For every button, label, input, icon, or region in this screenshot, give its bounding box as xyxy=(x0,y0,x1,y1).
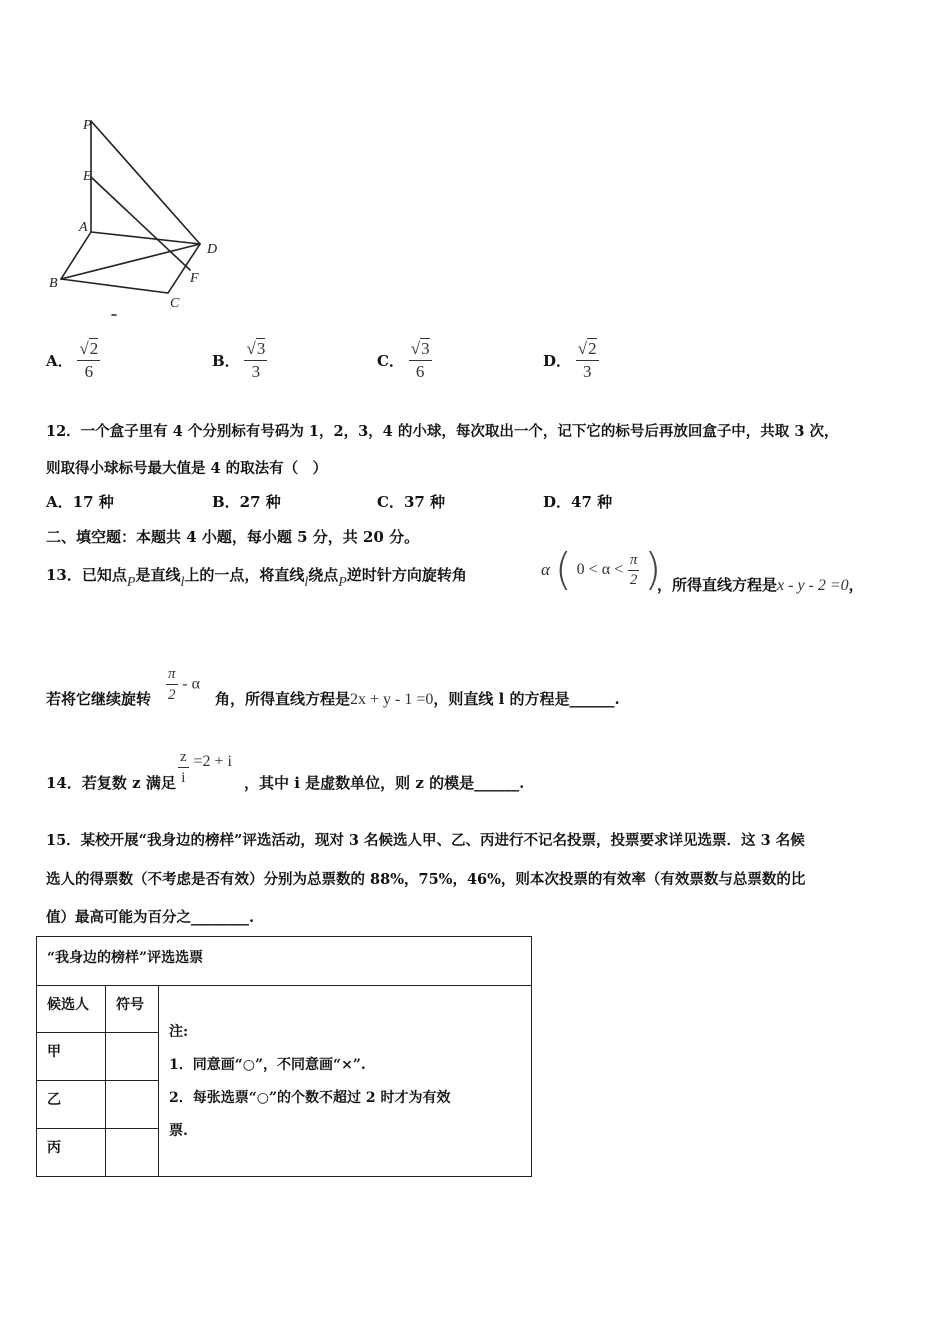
q12-choice-b[interactable]: B．27 种 xyxy=(212,493,281,511)
q13-line2-start: 若将它继续旋转 xyxy=(46,690,152,708)
choice-label: B． xyxy=(212,352,240,370)
q12-choice-c[interactable]: C．37 种 xyxy=(377,493,446,511)
label-A: A xyxy=(79,220,88,235)
edge-BC xyxy=(61,279,168,293)
edge-EF xyxy=(91,177,190,270)
label-C: C xyxy=(170,296,180,311)
symbol-cell-yi[interactable] xyxy=(106,1081,159,1129)
label-D: D xyxy=(207,242,218,257)
section-heading: 二、填空题：本题共 4 小题，每小题 5 分，共 20 分。 xyxy=(46,528,420,546)
q11-choice-d[interactable] xyxy=(543,338,599,383)
q13-rotation-angle: $\frac{\pi}{2}$ - α xyxy=(168,666,201,703)
edge-BD xyxy=(61,244,200,279)
note-2a: 2．每张选票“○”的个数不超过 2 时才为有效 xyxy=(169,1090,451,1106)
q13-line1: 13．已知点P是直线l上的一点，将直线l绕点P逆时针方向旋转角 xyxy=(46,566,467,590)
candidate-jia: 甲 xyxy=(37,1033,106,1081)
label-B: B xyxy=(49,276,58,291)
ballot-header-candidate: 候选人 xyxy=(37,986,106,1033)
choice-fraction: $\frac{√2}{6}$ xyxy=(79,339,99,381)
symbol-cell-jia[interactable] xyxy=(106,1033,159,1081)
ballot-title: “我身边的榜样”评选选票 xyxy=(37,937,532,986)
label-P: P xyxy=(83,118,92,133)
label-F: F xyxy=(190,271,199,286)
symbol-cell-bing[interactable] xyxy=(106,1129,159,1177)
note-title: 注: xyxy=(169,1024,189,1040)
note-1: 1．同意画“○”，不同意画“×”. xyxy=(169,1057,366,1073)
ballot-header-symbol: 符号 xyxy=(106,986,159,1033)
choice-label: D． xyxy=(543,352,572,370)
q11-choice-b[interactable] xyxy=(212,338,267,383)
choice-fraction: $\frac{√3}{3}$ xyxy=(246,339,266,381)
choice-label: C． xyxy=(377,352,404,370)
q15-line2: 选人的得票数（不考虑是否有效）分别为总票数的 88%，75%，46%，则本次投票的有效率（有效票数与总票数的比 xyxy=(46,871,806,888)
choice-fraction: $\frac{√3}{6}$ xyxy=(410,339,430,381)
q14-fraction: $\frac{z}{i}$ =2 + i xyxy=(180,749,232,786)
edge-AD xyxy=(91,232,200,244)
q14-start: 14．若复数 z 满足 xyxy=(46,774,176,792)
q14-end: ，其中 i 是虚数单位，则 z 的模是______. xyxy=(244,774,525,792)
q11-choice-a[interactable] xyxy=(46,338,100,383)
ballot-notes xyxy=(159,986,532,1177)
q13-angle-condition: α ( 0 < α < $\frac{\pi}{2}$ ) xyxy=(541,544,662,595)
candidate-bing: 丙 xyxy=(37,1129,106,1177)
q12-choice-d[interactable]: D．47 种 xyxy=(543,493,613,511)
note-2b: 票. xyxy=(169,1123,188,1139)
q12-line2: 则取得小球标号最大值是 4 的取法有（ ） xyxy=(46,460,328,477)
q12-line1: 12．一个盒子里有 4 个分别标有号码为 1，2，3，4 的小球，每次取出一个，记下它的标号后再放回盒子中，共取 3 次， xyxy=(46,423,839,440)
edge-PD xyxy=(91,121,200,244)
geometry-figure xyxy=(40,105,240,325)
q15-line1: 15．某校开展“我身边的榜样”评选活动，现对 3 名候选人甲、乙、丙进行不记名投票，投票要求详见选票．这 3 名候 xyxy=(46,832,805,849)
equation-2: 2x + y - 1 =0 xyxy=(350,691,434,708)
ballot-table xyxy=(36,936,532,1177)
q15-line3: 值）最高可能为百分之________. xyxy=(46,909,255,926)
choice-label: A． xyxy=(46,352,73,370)
choice-fraction: $\frac{√2}{3}$ xyxy=(577,339,597,381)
equation-1: x - y - 2 =0 xyxy=(777,577,849,594)
candidate-yi: 乙 xyxy=(37,1081,106,1129)
q13-line2-end: 角，所得直线方程是2x + y - 1 =0，则直线 l 的方程是______. xyxy=(215,690,620,708)
q13-line1-end: ，所得直线方程是x - y - 2 =0， xyxy=(657,576,864,594)
q11-choice-c[interactable] xyxy=(377,338,432,383)
label-E: E xyxy=(83,169,92,184)
q12-choice-a[interactable]: A．17 种 xyxy=(46,493,114,511)
